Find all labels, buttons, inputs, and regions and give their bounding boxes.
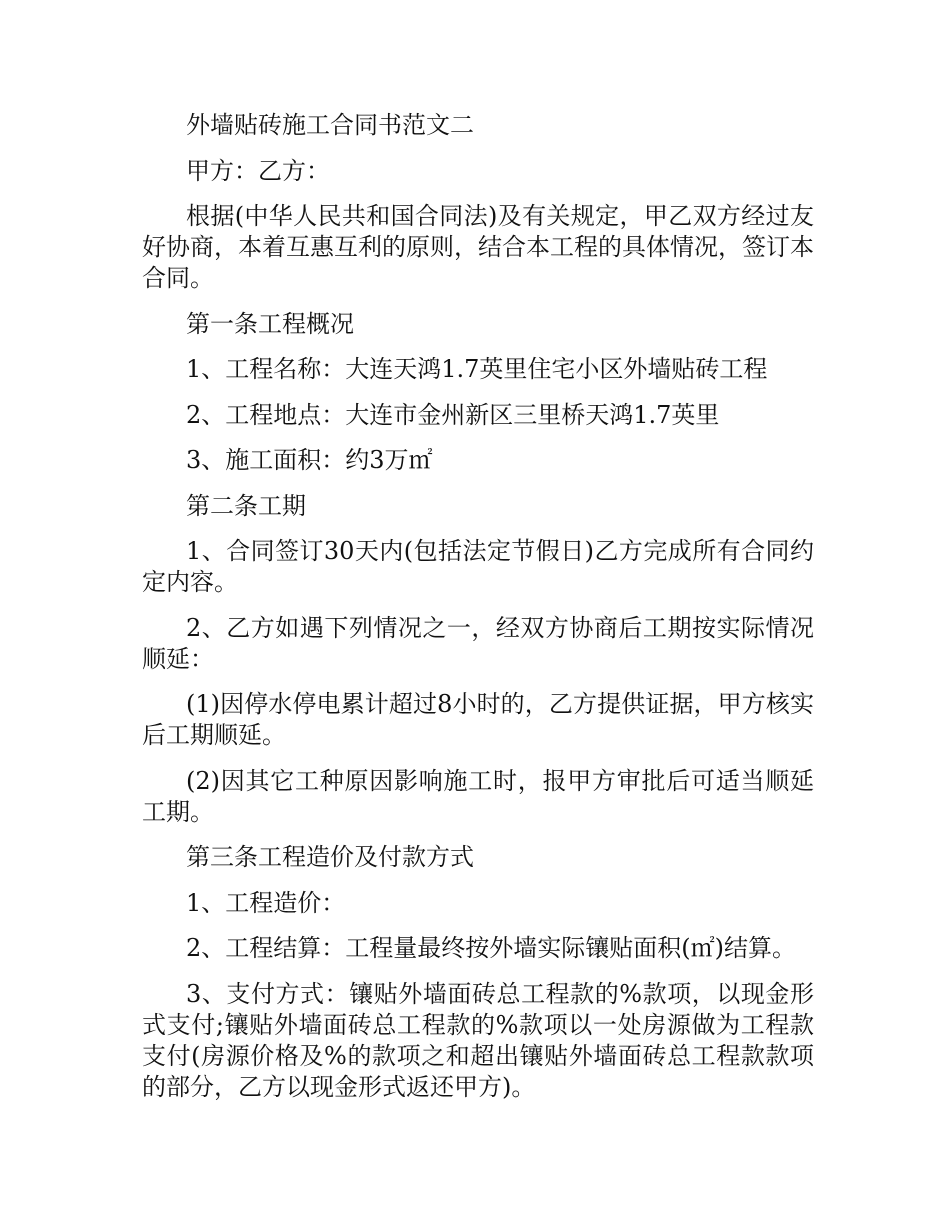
- document-title: 外墙贴砖施工合同书范文二: [186, 111, 474, 139]
- cost-clause-2: 2、工程结算：工程量最终按外墙实际镶贴面积(㎡)结算。: [186, 934, 796, 962]
- schedule-clause-1: 1、合同签订30天内(包括法定节假日)乙方完成所有合同约定内容。: [142, 537, 814, 596]
- article-1-heading: 第一条工程概况: [186, 309, 354, 338]
- schedule-subclause-1: (1)因停水停电累计超过8小时的，乙方提供证据，甲方核实后工期顺延。: [142, 690, 814, 749]
- construction-area-clause: 3、施工面积：约3万㎡: [186, 446, 433, 474]
- payment-clause-3: 3、支付方式：镶贴外墙面砖总工程款的%款项，以现金形式支付;镶贴外墙面砖总工程款的%款项以一处房源做为工程款支付(房源价格及%的款项之和超出镶贴外墙面砖总工程款款项的部分，乙方以现金形式返还甲方)。: [142, 979, 814, 1101]
- project-name-clause: 1、工程名称：大连天鸿1.7英里住宅小区外墙贴砖工程: [186, 355, 768, 383]
- preamble-paragraph: 根据(中华人民共和国合同法)及有关规定，甲乙双方经过友好协商，本着互惠互利的原则，结合本工程的具体情况，签订本合同。: [142, 202, 814, 292]
- schedule-subclause-2: (2)因其它工种原因影响施工时，报甲方审批后可适当顺延工期。: [142, 766, 814, 826]
- article-2-heading: 第二条工期: [186, 491, 306, 520]
- parties-line: 甲方：乙方：: [186, 156, 330, 185]
- project-location-clause: 2、工程地点：大连市金州新区三里桥天鸿1.7英里: [186, 400, 720, 429]
- schedule-clause-2: 2、乙方如遇下列情况之一，经双方协商后工期按实际情况顺延：: [142, 613, 814, 673]
- document-body: [142, 110, 814, 1117]
- cost-clause-1: 1、工程造价：: [186, 888, 346, 917]
- article-3-heading: 第三条工程造价及付款方式: [186, 843, 474, 871]
